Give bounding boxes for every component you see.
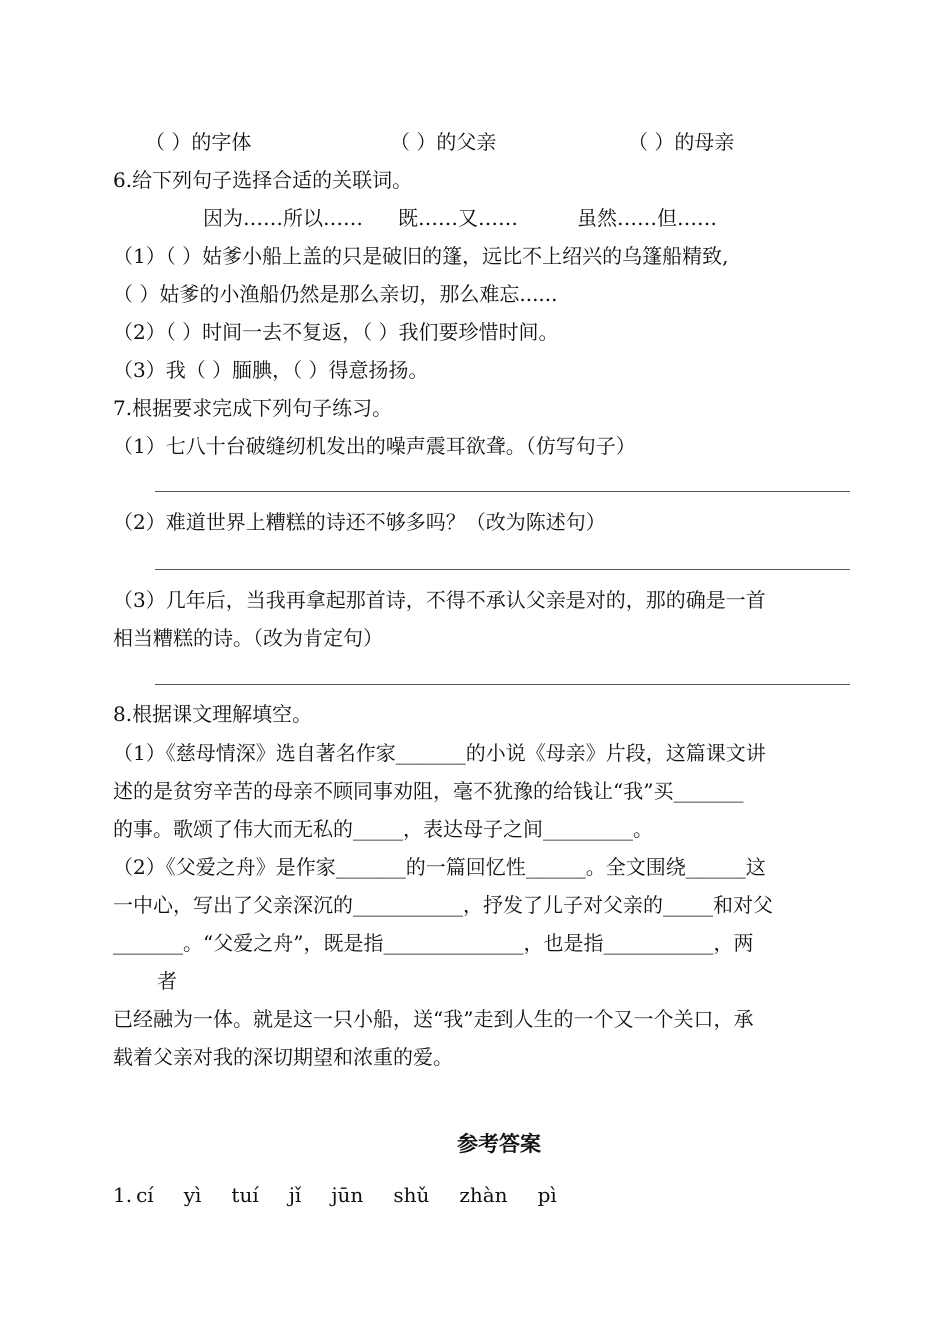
q8-part-2-line-2: 一中心，写出了父亲深沉的___________，抒发了儿子对父亲的_____和对父 — [113, 893, 773, 917]
q7-heading: 7.根据要求完成下列句子练习。 — [113, 396, 393, 420]
pinyin-item: pì — [537, 1183, 557, 1207]
q8-part-2-line-6: 载着父亲对我的深切期望和浓重的爱。 — [113, 1045, 453, 1069]
q8-part-2-line-4: 者 — [157, 969, 177, 993]
pinyin-item: yì — [183, 1183, 202, 1207]
answer-1-label: 1. — [113, 1183, 133, 1207]
q8-part-2-line-3: _______。“父爱之舟”，既是指______________，也是指___________，两 — [113, 931, 754, 955]
answers-title: 参考答案 — [457, 1132, 541, 1156]
q7-sentence-1: （1）七八十台破缝纫机发出的噪声震耳欲聋。（仿写句子） — [113, 434, 636, 458]
answer-line-2[interactable] — [155, 569, 850, 570]
q8-part-1-line-2: 述的是贫穷辛苦的母亲不顾同事劝阻，毫不犹豫的给钱让“我”买_______ — [113, 779, 744, 803]
answer-line-1[interactable] — [155, 491, 850, 492]
pinyin-item: jǐ — [288, 1183, 302, 1207]
pinyin-item: tuí — [231, 1183, 259, 1207]
q8-part-1-line-3: 的事。歌颂了伟大而无私的_____，表达母子之间_________。 — [113, 817, 653, 841]
q8-heading: 8.根据课文理解填空。 — [113, 702, 313, 726]
q6-option-3: 虽然……但…… — [577, 206, 717, 230]
pinyin-item: shǔ — [393, 1183, 430, 1207]
q6-option-2: 既……又…… — [398, 206, 518, 230]
q8-part-1-line-1: （1）《慈母情深》选自著名作家_______的小说《母亲》片段，这篇课文讲 — [113, 741, 766, 765]
q5-blank-c: （ ）的母亲 — [628, 130, 735, 154]
q8-part-2-line-5: 已经融为一体。就是这一只小船，送“我”走到人生的一个又一个关口，承 — [113, 1007, 754, 1031]
q7-sentence-2: （2）难道世界上糟糕的诗还不够多吗？（改为陈述句） — [113, 510, 606, 534]
q5-blank-b: （ ）的父亲 — [390, 130, 497, 154]
q6-sentence-1-line-1: （1）（ ）姑爹小船上盖的只是破旧的篷，远比不上绍兴的乌篷船精致, — [113, 244, 729, 268]
q6-sentence-2: （2）（ ）时间一去不复返，（ ）我们要珍惜时间。 — [113, 320, 559, 344]
pinyin-item: cí — [136, 1183, 154, 1207]
q8-part-2-line-1: （2）《父爱之舟》是作家_______的一篇回忆性______。全文围绕______这 — [113, 855, 766, 879]
q7-sentence-3-line-2: 相当糟糕的诗。（改为肯定句） — [113, 626, 383, 650]
q5-blank-a: （ ）的字体 — [145, 130, 252, 154]
q6-option-1: 因为……所以…… — [203, 206, 363, 230]
q6-heading: 6.给下列句子选择合适的关联词。 — [113, 168, 413, 192]
q7-sentence-3-line-1: （3）几年后，当我再拿起那首诗，不得不承认父亲是对的，那的确是一首 — [113, 588, 766, 612]
answer-1-pinyin — [113, 1181, 587, 1209]
q6-sentence-1-line-2: （ ）姑爹的小渔船仍然是那么亲切，那么难忘...... — [113, 282, 558, 306]
q6-sentence-3: （3）我（ ）腼腆，（ ）得意扬扬。 — [113, 358, 429, 382]
answer-line-3[interactable] — [155, 684, 850, 685]
pinyin-item: jūn — [331, 1183, 364, 1207]
pinyin-item: zhàn — [459, 1183, 508, 1207]
